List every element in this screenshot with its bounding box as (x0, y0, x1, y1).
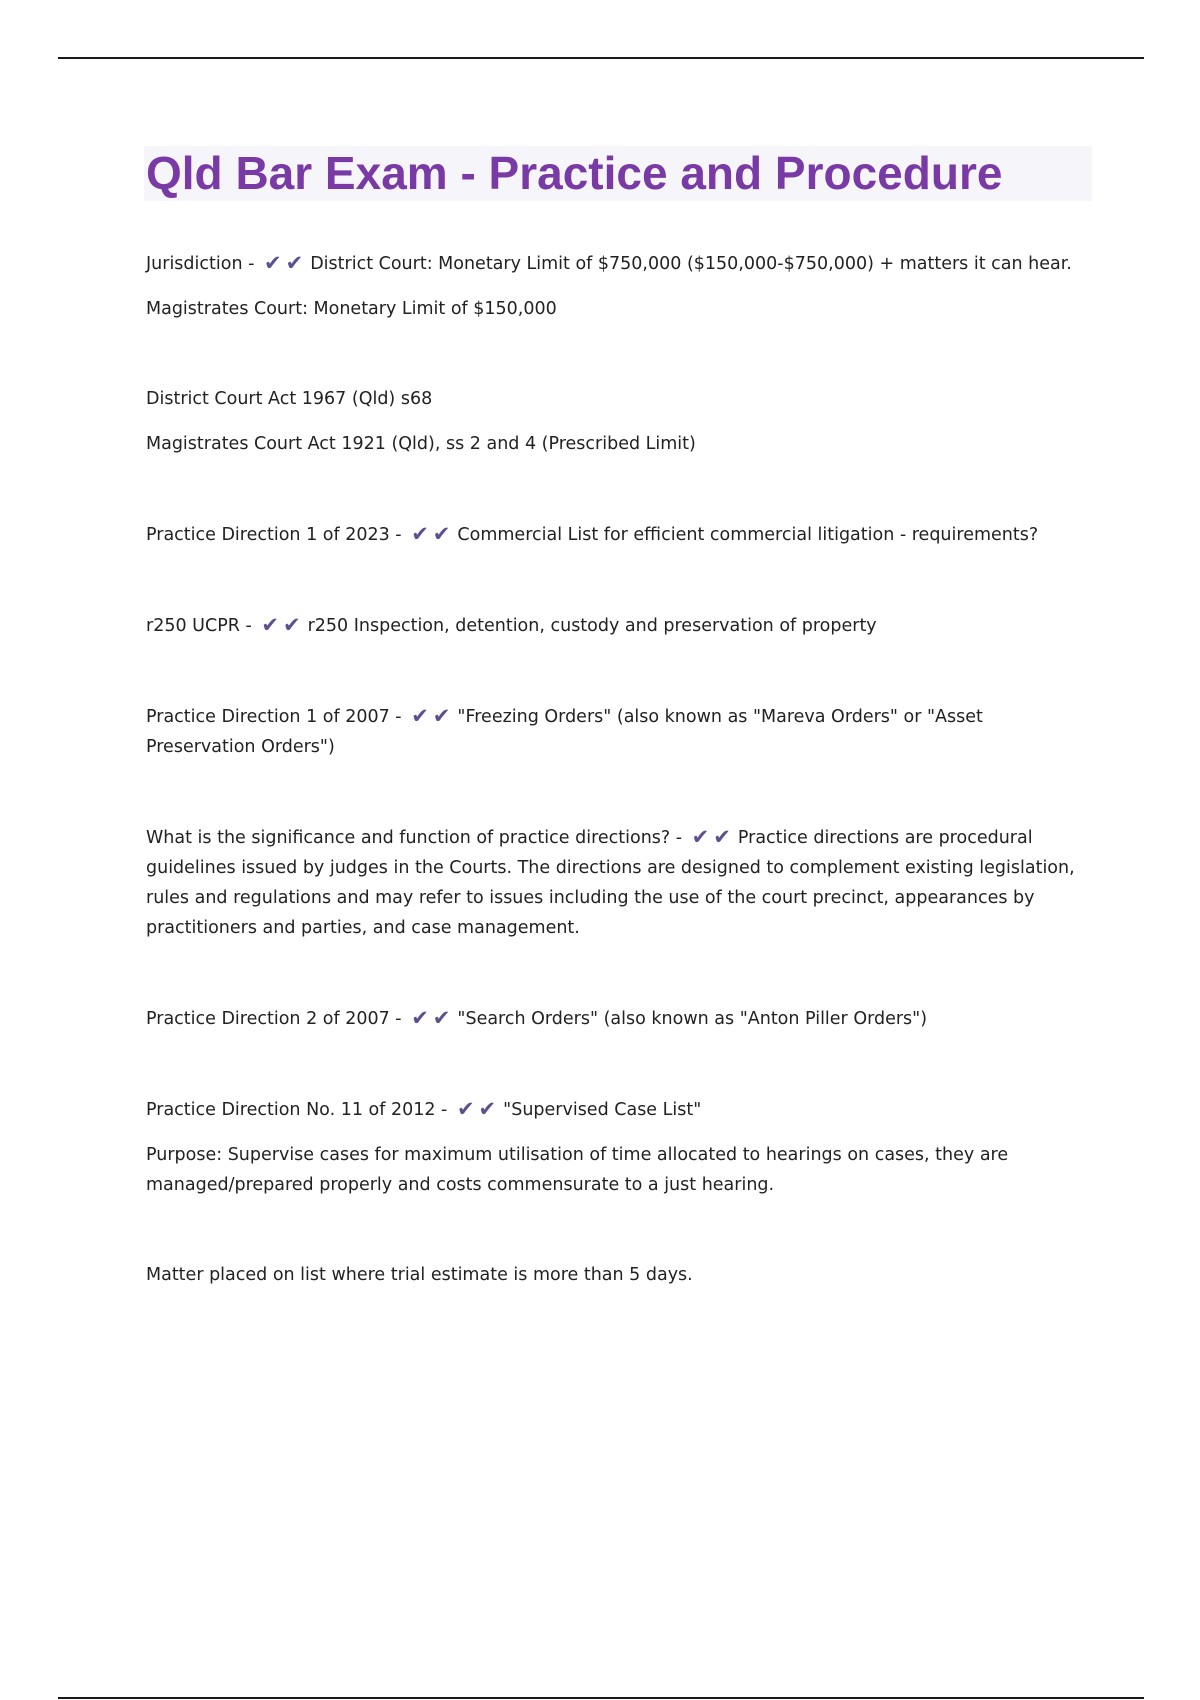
footer-rule (58, 1697, 1144, 1699)
entry-term: Practice Direction 1 of 2007 - (146, 707, 402, 727)
double-check-icon: ✔✔ (264, 251, 308, 275)
document-body (146, 248, 1096, 1290)
entry-term: Jurisdiction - (146, 254, 255, 274)
document-title: Qld Bar Exam - Practice and Procedure (146, 147, 1003, 199)
entry-pd-2-2007 (146, 1003, 1096, 1034)
entry-pd-1-2023 (146, 519, 1096, 550)
entry-r250-ucpr (146, 610, 1096, 641)
double-check-icon: ✔✔ (691, 825, 735, 849)
entry-term: Practice Direction No. 11 of 2012 - (146, 1100, 448, 1120)
header-rule (58, 57, 1144, 59)
entry-answer: "Supervised Case List" (503, 1100, 702, 1120)
entry-term: r250 UCPR - (146, 616, 252, 636)
entry-answer: District Court: Monetary Limit of $750,000 ($150,000-$750,000) + matters it can hear. (310, 254, 1072, 274)
entry-term: What is the significance and function of practice directions? - (146, 828, 683, 848)
entry-note: Purpose: Supervise cases for maximum utilisation of time allocated to hearings on cases, they are managed/prepared properly and costs commensurate to a just hearing. (146, 1145, 1009, 1195)
entry-answer: Practice directions are procedural guidelines issued by judges in the Courts. The directions are designed to complement existing legislation, rules and regulations and may refer to issues including the use of the court precinct, appearances by practitioners and parties, and case management. (146, 828, 1075, 938)
entry-answer: "Freezing Orders" (also known as "Mareva Orders" or "Asset Preservation Orders") (146, 707, 983, 757)
entry-answer: "Search Orders" (also known as "Anton Piller Orders") (457, 1009, 928, 1029)
entry-jurisdiction (146, 248, 1096, 279)
entry-note: District Court Act 1967 (Qld) s68 (146, 389, 433, 409)
double-check-icon: ✔✔ (456, 1097, 501, 1121)
entry-note: Matter placed on list where trial estimate is more than 5 days. (146, 1265, 693, 1285)
double-check-icon: ✔✔ (411, 1006, 455, 1030)
entry-term: Practice Direction 1 of 2023 - (146, 525, 402, 545)
entry-answer: r250 Inspection, detention, custody and preservation of property (307, 616, 877, 636)
double-check-icon: ✔✔ (261, 613, 305, 637)
entry-pd-1-2007 (146, 701, 1096, 762)
entry-note: Magistrates Court: Monetary Limit of $150,000 (146, 299, 557, 319)
double-check-icon: ✔✔ (411, 522, 455, 546)
entry-answer: Commercial List for efficient commercial litigation - requirements? (457, 525, 1039, 545)
entry-pd-11-2012 (146, 1094, 1096, 1125)
entry-term: Practice Direction 2 of 2007 - (146, 1009, 402, 1029)
double-check-icon: ✔✔ (411, 704, 455, 728)
entry-note: Magistrates Court Act 1921 (Qld), ss 2 and 4 (Prescribed Limit) (146, 434, 696, 454)
entry-practice-directions (146, 822, 1096, 943)
